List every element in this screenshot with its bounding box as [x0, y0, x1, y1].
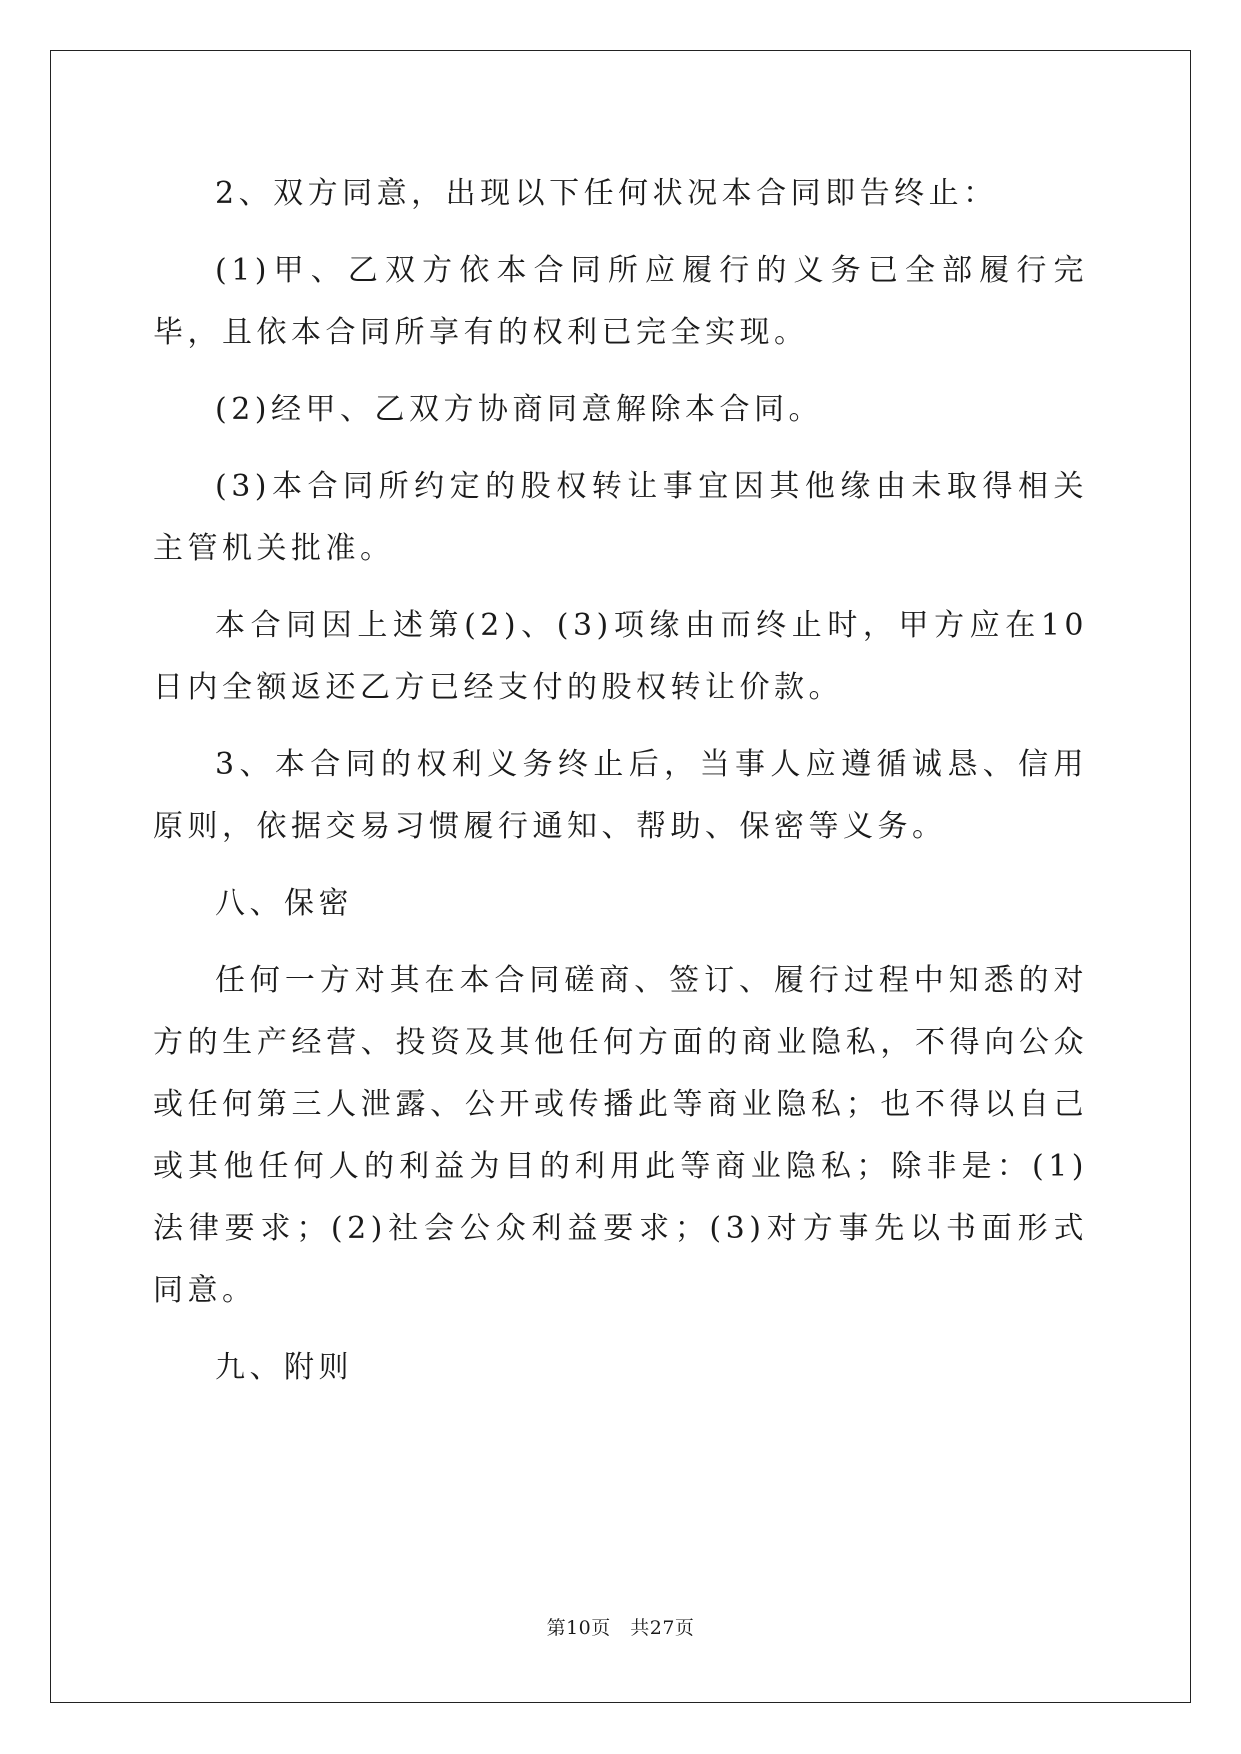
page-footer — [0, 1613, 1241, 1640]
paragraph-confidentiality: 任何一方对其在本合同磋商、签订、履行过程中知悉的对方的生产经营、投资及其他任何方面的商业隐私，不得向公众或任何第三人泄露、公开或传播此等商业隐私；也不得以自己或其他任何人的利益为目的利用此等商业隐私；除非是：(1)法律要求；(2)社会公众利益要求；(3)对方事先以书面形式同意。 — [153, 963, 1088, 1308]
paragraph-post-termination: 3、本合同的权利义务终止后，当事人应遵循诚恳、信用原则，依据交易习惯履行通知、帮助、保密等义务。 — [153, 747, 1088, 844]
paragraph-item-2: (2)经甲、乙双方协商同意解除本合同。 — [215, 392, 823, 427]
paragraph-refund: 本合同因上述第(2)、(3)项缘由而终止时，甲方应在10日内全额返还乙方已经支付的股权转让价款。 — [153, 608, 1088, 705]
paragraph-termination-clause: 2、双方同意，出现以下任何状况本合同即告终止： — [215, 176, 998, 211]
paragraph-item-3: (3)本合同所约定的股权转让事宜因其他缘由未取得相关主管机关批准。 — [153, 469, 1088, 566]
page-number: 第10页 共27页 — [546, 1617, 695, 1639]
section-heading-confidentiality: 八、保密 — [215, 886, 353, 921]
section-heading-appendix: 九、附则 — [215, 1350, 353, 1385]
document-body — [153, 163, 1088, 1414]
paragraph-item-1: (1)甲、乙双方依本合同所应履行的义务已全部履行完毕，且依本合同所享有的权利已完全实现。 — [153, 253, 1088, 350]
